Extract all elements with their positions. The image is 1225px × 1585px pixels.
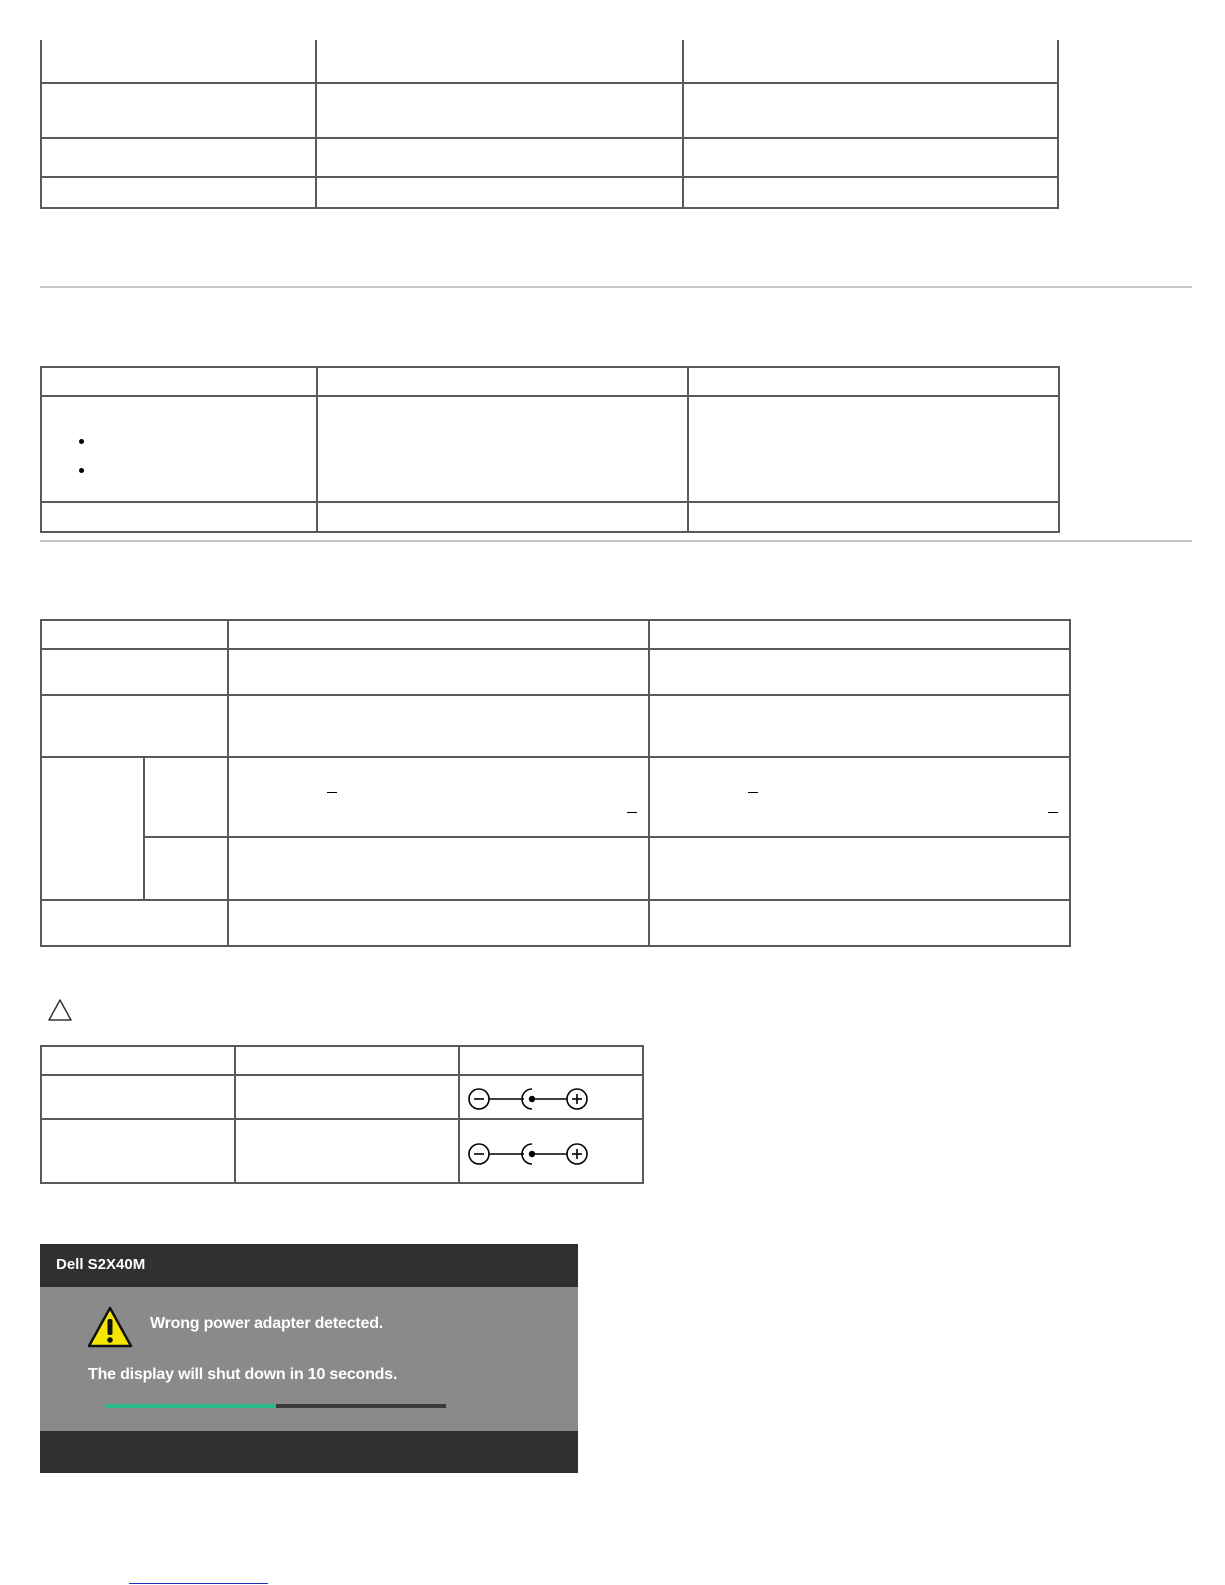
underline-mark	[748, 792, 758, 793]
table-3-cell	[648, 836, 1071, 901]
table-3-cell	[40, 899, 229, 947]
table-3-header-cell	[227, 619, 650, 650]
table-1-cell	[40, 82, 317, 139]
table-3-cell	[227, 836, 650, 901]
osd-footer	[40, 1431, 578, 1473]
table-3-cell	[227, 648, 650, 696]
table-1-cell	[682, 40, 1059, 84]
table-1-cell	[40, 137, 317, 178]
table-4-cell	[458, 1074, 644, 1120]
table-1-cell	[682, 176, 1059, 209]
table-4-cell	[234, 1118, 460, 1184]
dc-polarity-icon	[466, 1140, 590, 1168]
table-3-cell	[227, 694, 650, 758]
table-3-cell	[648, 756, 1071, 838]
table-2-cell	[40, 501, 318, 533]
list-bullet	[79, 439, 84, 444]
table-1-cell	[315, 40, 684, 84]
table-3-cell	[143, 756, 229, 838]
underline-mark	[1048, 812, 1058, 813]
table-3-header-cell	[40, 619, 229, 650]
osd-header	[40, 1244, 578, 1287]
table-3-cell	[227, 899, 650, 947]
table-1-cell	[40, 176, 317, 209]
table-4-cell	[458, 1118, 644, 1184]
osd-message: Wrong power adapter detected.	[150, 1315, 384, 1332]
table-4-cell	[40, 1118, 236, 1184]
table-3-cell	[648, 648, 1071, 696]
osd-warning-dialog	[40, 1244, 578, 1473]
underline-mark	[327, 792, 337, 793]
table-4-header-cell	[458, 1045, 644, 1076]
osd-title: Dell S2X40M	[56, 1256, 146, 1273]
table-2-cell	[316, 501, 689, 533]
table-1-cell	[40, 40, 317, 84]
list-bullet	[79, 468, 84, 473]
table-2-header-cell	[316, 366, 689, 397]
section-divider	[40, 286, 1192, 288]
shutdown-progress-fill	[105, 1404, 276, 1408]
section-divider	[40, 540, 1192, 542]
table-3-cell	[648, 694, 1071, 758]
table-3-cell	[648, 899, 1071, 947]
underline-mark	[627, 812, 637, 813]
table-3-header-cell	[648, 619, 1071, 650]
shutdown-progress-bar	[105, 1404, 446, 1408]
table-2-header-cell	[40, 366, 318, 397]
warning-icon	[86, 1305, 134, 1349]
table-4-cell	[40, 1074, 236, 1120]
table-4-header-cell	[234, 1045, 460, 1076]
table-3-group-cell	[40, 756, 145, 901]
table-1-cell	[682, 82, 1059, 139]
table-3-cell	[40, 648, 229, 696]
table-2-header-cell	[687, 366, 1060, 397]
table-3-cell	[227, 756, 650, 838]
table-4-cell	[234, 1074, 460, 1120]
table-1-cell	[315, 137, 684, 178]
footer-link-underline[interactable]	[129, 1583, 268, 1584]
table-2-cell	[40, 395, 318, 503]
table-1-cell	[315, 82, 684, 139]
table-1-cell	[682, 137, 1059, 178]
table-2-cell	[687, 501, 1060, 533]
table-2-cell	[316, 395, 689, 503]
osd-submessage: The display will shut down in 10 seconds.	[88, 1366, 398, 1383]
table-2-cell	[687, 395, 1060, 503]
caution-triangle-icon	[47, 998, 73, 1022]
table-1-cell	[315, 176, 684, 209]
table-3-cell	[143, 836, 229, 901]
dc-polarity-icon	[466, 1085, 590, 1113]
table-4-header-cell	[40, 1045, 236, 1076]
table-3-cell	[40, 694, 229, 758]
